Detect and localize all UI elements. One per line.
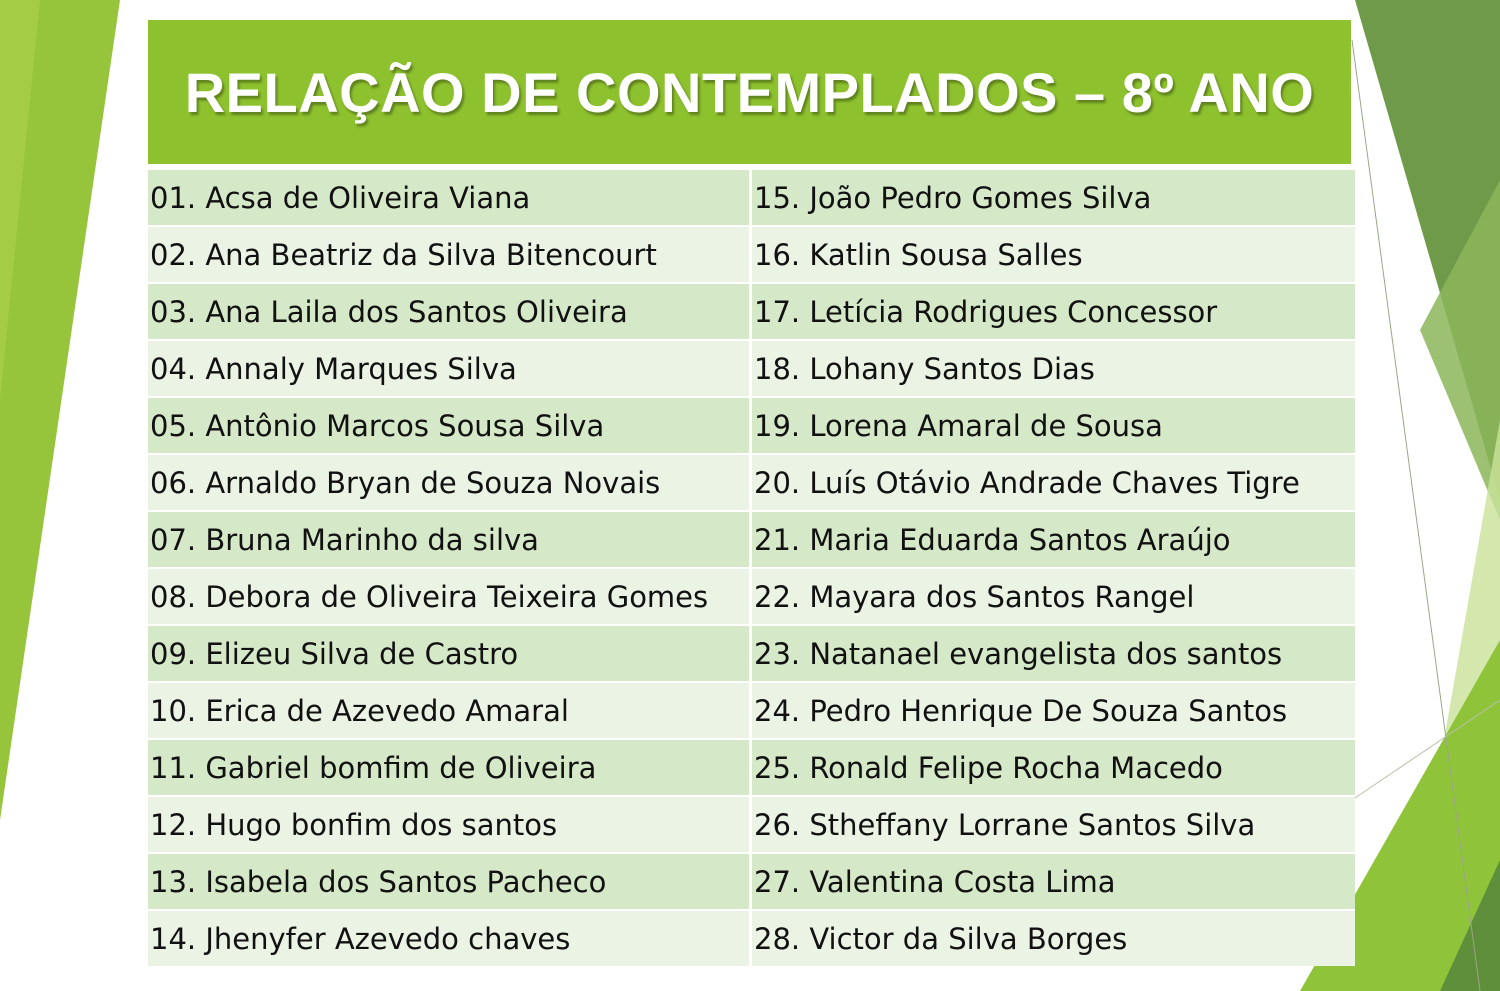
- name-cell-left: 05. Antônio Marcos Sousa Silva: [148, 397, 751, 454]
- name-cell-right: 26. Stheffany Lorrane Santos Silva: [751, 796, 1356, 853]
- table-row: [148, 796, 1355, 853]
- name-cell-left: 09. Elizeu Silva de Castro: [148, 625, 751, 682]
- table-row: [148, 454, 1355, 511]
- names-table-body: [148, 169, 1355, 966]
- page-title: RELAÇÃO DE CONTEMPLADOS – 8º ANO: [184, 60, 1315, 124]
- name-cell-right: 22. Mayara dos Santos Rangel: [751, 568, 1356, 625]
- table-row: [148, 739, 1355, 796]
- name-cell-right: 18. Lohany Santos Dias: [751, 340, 1356, 397]
- table-row: [148, 568, 1355, 625]
- name-cell-right: 25. Ronald Felipe Rocha Macedo: [751, 739, 1356, 796]
- name-cell-left: 06. Arnaldo Bryan de Souza Novais: [148, 454, 751, 511]
- table-row: [148, 340, 1355, 397]
- name-cell-left: 01. Acsa de Oliveira Viana: [148, 169, 751, 226]
- table-row: [148, 511, 1355, 568]
- name-cell-left: 08. Debora de Oliveira Teixeira Gomes: [148, 568, 751, 625]
- name-cell-left: 04. Annaly Marques Silva: [148, 340, 751, 397]
- name-cell-left: 10. Erica de Azevedo Amaral: [148, 682, 751, 739]
- table-row: [148, 397, 1355, 454]
- name-cell-left: 12. Hugo bonfim dos santos: [148, 796, 751, 853]
- table-row: [148, 682, 1355, 739]
- table-row: [148, 169, 1355, 226]
- name-cell-right: 28. Victor da Silva Borges: [751, 910, 1356, 966]
- name-cell-right: 23. Natanael evangelista dos santos: [751, 625, 1356, 682]
- name-cell-right: 21. Maria Eduarda Santos Araújo: [751, 511, 1356, 568]
- name-cell-right: 15. João Pedro Gomes Silva: [751, 169, 1356, 226]
- name-cell-right: 19. Lorena Amaral de Sousa: [751, 397, 1356, 454]
- name-cell-left: 03. Ana Laila dos Santos Oliveira: [148, 283, 751, 340]
- name-cell-left: 11. Gabriel bomfim de Oliveira: [148, 739, 751, 796]
- title-bar: [148, 20, 1351, 164]
- name-cell-right: 27. Valentina Costa Lima: [751, 853, 1356, 910]
- name-cell-right: 16. Katlin Sousa Salles: [751, 226, 1356, 283]
- name-cell-right: 20. Luís Otávio Andrade Chaves Tigre: [751, 454, 1356, 511]
- name-cell-left: 13. Isabela dos Santos Pacheco: [148, 853, 751, 910]
- names-table: [148, 168, 1355, 966]
- table-row: [148, 283, 1355, 340]
- name-cell-left: 07. Bruna Marinho da silva: [148, 511, 751, 568]
- name-cell-left: 02. Ana Beatriz da Silva Bitencourt: [148, 226, 751, 283]
- table-row: [148, 910, 1355, 966]
- name-cell-right: 24. Pedro Henrique De Souza Santos: [751, 682, 1356, 739]
- table-row: [148, 226, 1355, 283]
- name-cell-right: 17. Letícia Rodrigues Concessor: [751, 283, 1356, 340]
- table-row: [148, 625, 1355, 682]
- name-cell-left: 14. Jhenyfer Azevedo chaves: [148, 910, 751, 966]
- table-row: [148, 853, 1355, 910]
